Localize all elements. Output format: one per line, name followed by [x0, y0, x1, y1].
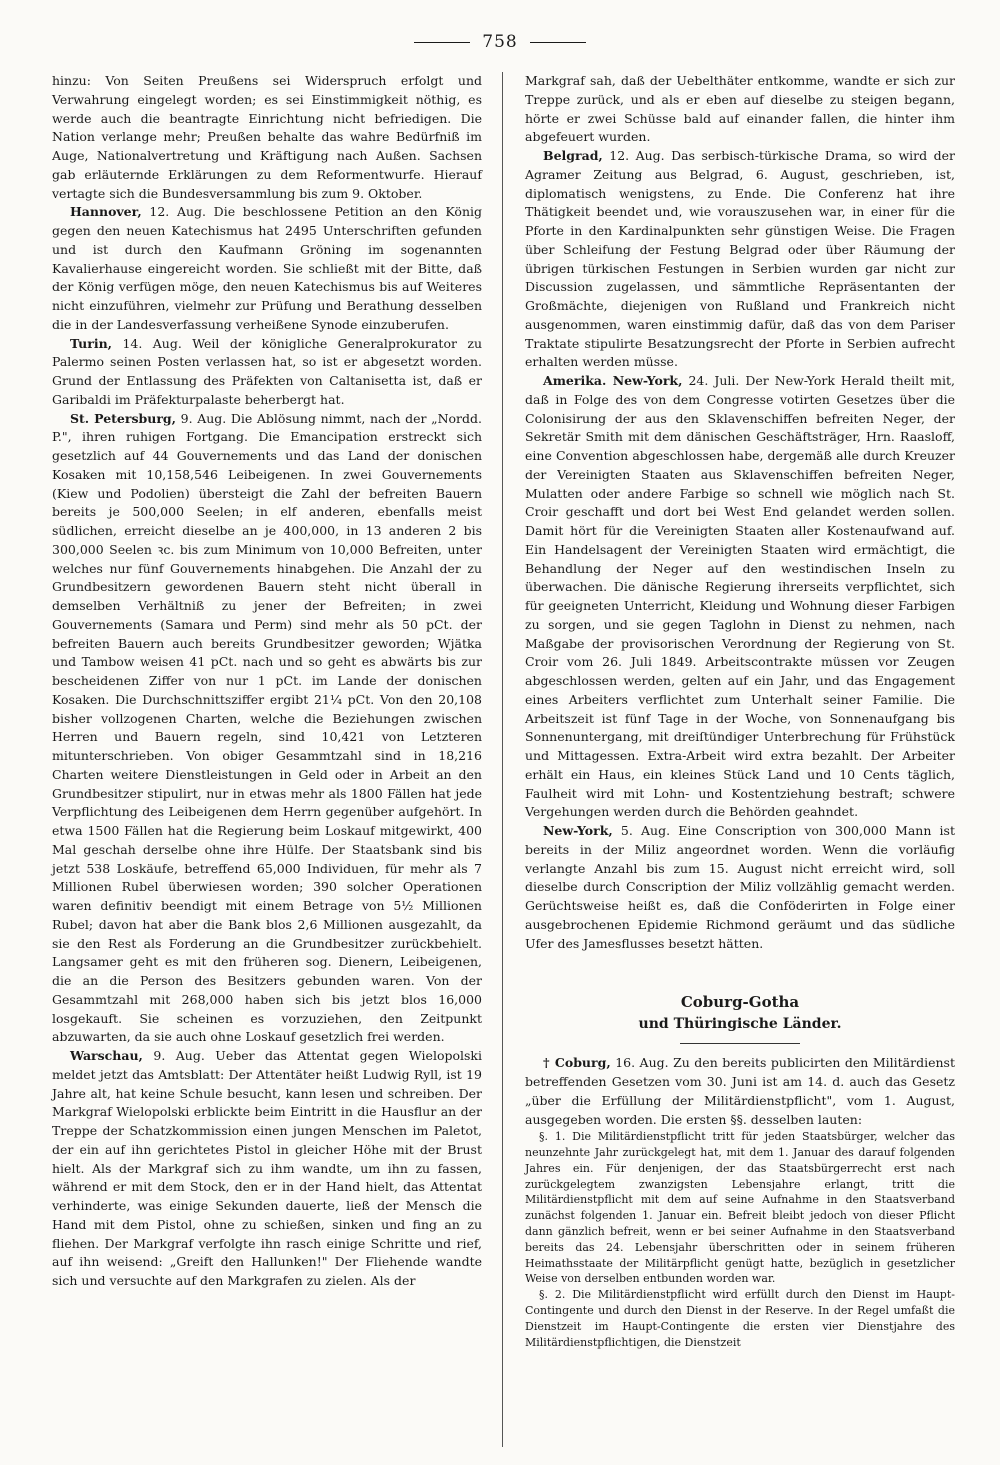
header-rule-left — [414, 42, 470, 43]
article-text: Markgraf sah, daß der Uebelthäter entkomme, wandte er sich zur Treppe zurück, und als er eben auf dieselbe zu steigen begann, hörte er zwei Schüsse bald auf einander fallen, die hinter ihm abgefeuert wurden. — [525, 73, 955, 145]
dateline: Warschau, — [70, 1048, 143, 1063]
law-paragraph: §. 1. Die Militärdienstpflicht tritt für jeden Staatsbürger, welcher das neunzehnte Jahr zurückgelegt hat, mit dem 1. Januar des darauf folgenden Jahres ein. Für denjenigen, der das Staatsbürgerrecht erst nach zurückgelegtem zwanzigsten Lebensjahre erlangt, tritt die Militärdienstpflicht mit dem auf seine Aufnahme in den Staatsverband zunächst folgenden 1. Januar ein. Befreit bleibt jedoch von dieser Pflicht dann gänzlich befreit, wenn er bei seiner Aufnahme in den Staatsverband bereits das 24. Lebensjahr überschritten oder in seinem früheren Heimathsstaate der Militärpflicht genügt hatte, bezüglich in gesetzlicher Weise von derselben entbunden worden war. — [525, 1130, 955, 1286]
article-text: 12. Aug. Das serbisch-türkische Drama, so wird der Agramer Zeitung aus Belgrad, 6. August, geschrieben, ist, diplomatisch wenigstens, zu Ende. Die Conferenz hat ihre Thätigkeit beendet und, wie vorauszusehen war, in einer für die Pforte in den Kardinalpunkten sehr günstigen Weise. Die Fragen über Schleifung der Festung Belgrad oder über Räumung der übrigen türkischen Festungen in Serbien wurden gar nicht zur Discussion zugelassen, und sämmtliche Repräsentanten der Großmächte, diejenigen von Rußland und Frankreich nicht ausgenommen, waren einstimmig dafür, daß das von dem Pariser Traktate stipulirte Besatzungsrecht der Pforte in Serbien aufrecht erhalten werden müsse. — [525, 148, 955, 370]
section-title: Coburg-Gotha — [680, 993, 800, 1012]
article-text: 9. Aug. Die Ablösung nimmt, nach der „Nordd. P.", ihren ruhigen Fortgang. Die Emancipation erstreckt sich gesetzlich auf 44 Gouvernements und das Land der donischen Kosaken mit 10,158,546 Leibeigenen. In zwei Gouvernements (Kiew und Podolien) übersteigt die Zahl der befreiten Bauern bereits je 500,000 Seelen; in elf anderen, ebenfalls meist südlichen, erreicht dieselbe an je 400,000, in 13 anderen 2 bis 300,000 Seelen ꝛc. bis zum Minimum von 10,000 Befreiten, unter welches nur fünf Gouvernements hinabgehen. Die Anzahl der zu Grundbesitzern gewordenen Bauern steht nicht überall in demselben Verhältniß zu jener der Befreiten; in zwei Gouvernements (Samara und Perm) sind mehr als 50 pCt. der befreiten Bauern auch bereits Grundbesitzer geworden; Wjätka und Tambow weisen 41 pCt. nach und so geht es abwärts bis zur bescheidenen Ziffer von nur 1 pCt. im Lande der donischen Kosaken. Die Durchschnittsziffer ergibt 21¼ pCt. Von den 20,108 bisher vollzogenen Charten, welche die Beziehungen zwischen Herren und Bauern regeln, sind 10,421 von Letzteren mitunterschrieben. Von obiger Gesammtzahl sind in 18,216 Charten weitere Dienstleistungen in Geld oder in Arbeit an den Grundbesitzer stipulirt, nur in etwas mehr als 1800 Fällen hat jede Verpflichtung des Leibeigenen dem Herrn gegenüber aufgehört. In etwa 1500 Fällen hat die Regierung beim Loskauf mitgewirkt, 400 Mal geschah derselbe ohne ihre Hülfe. Der Staatsbank sind bis jetzt 538 Loskäufe, betreffend 65,000 Individuen, für mehr als 7 Millionen Rubel überwiesen worden; 390 solcher Operationen waren definitiv beendigt mit einem Betrage von 5½ Millionen Rubel; davon hat aber die Bank blos 2,6 Millionen ausgezahlt, da sie den Rest als Forderung an die Grundbesitzer zurückbehielt. Langsamer geht es mit den früheren sog. Dienern, Leibeigenen, die an die Person des Besitzers gebunden waren. Von der Gesammtzahl mit 268,000 haben sich bis jetzt blos 16,000 losgekauft. Sie scheinen es vorzuziehen, den Zeitpunkt abzuwarten, da sie auch ohne Loskauf gesetzlich frei werden. — [52, 410, 482, 1045]
article-paragraph — [52, 72, 482, 203]
article-text: 12. Aug. Die beschlossene Petition an den König gegen den neuen Katechismus hat 2495 Unterschriften gefunden und ist durch den Kaufmann Gröning im sogenannten Kavalierhause eingereicht worden. Sie schließt mit der Bitte, daß der König verfügen möge, den neuen Katechismus bis auf Weiteres nicht einzuführen, vielmehr zur Prüfung und Berathung desselben die in der Landesverfassung verheißene Synode einzuberufen. — [52, 204, 483, 332]
dateline: New-York, — [543, 823, 613, 838]
article-paragraph — [52, 203, 482, 334]
dateline: St. Petersburg, — [70, 410, 177, 426]
article-paragraph — [525, 72, 955, 147]
article-paragraph — [525, 372, 955, 822]
dateline: Turin, — [70, 335, 113, 351]
left-column — [52, 72, 482, 1291]
article-paragraph — [52, 335, 482, 410]
article-text: 24. Juli. Der New-York Herald theilt mit, daß in Folge des von dem Congresse votirten Gesetzes über die Colonisirung der aus den Sklavenschiffen befreiten Neger, der Sekretär Smith mit dem dänischen Geschäftsträger, Hrn. Raasloff, eine Convention abgeschlossen habe, dergemäß alle durch Kreuzer der Vereinigten Staaten aus Sklavenschiffen befreiten Neger, Mulatten oder andere Farbige so schnell wie möglich nach St. Croir geschafft und dort bei West End gelandet werden sollen. Damit hört für die Vereinigten Staaten aller Kostenaufwand auf. Ein Handelsagent der Vereinigten Staaten wird ermächtigt, die Behandlung der Neger auf den westindischen Inseln zu überwachen. Die dänische Regierung ihrerseits verpflichtet, sich für geeigneten Unterricht, Kleidung und Wohnung dieser Farbigen zu sorgen, und sie gegen Taglohn in Dienst zu nehmen, nach Maßgabe der provisorischen Verordnung der Regierung von St. Croir vom 26. Juli 1849. Arbeitscontrakte müssen vor Zeugen abgeschlossen werden, gelten auf ein Jahr, und das Engagement eines Arbeiters verflichtet zum Unterhalt seiner Familie. Die Arbeitszeit ist fünf Tage in der Woche, von Sonnenaufgang bis Sonnenuntergang, mit dreiſtündiger Unterbrechung für Frühstück und Mittagessen. Extra-Arbeit wird extra bezahlt. Der Arbeiter erhält ein Haus, ein kleines Stück Land und 10 Cents täglich, Faulheit wird mit Lohn- und Kostentziehung bestraft; schwere Vergehungen werden durch die Behörden geahndet. — [525, 373, 955, 820]
dateline: Amerika. New-York, — [543, 373, 683, 388]
article-paragraph — [525, 822, 955, 953]
article-text: 9. Aug. Ueber das Attentat gegen Wielopolski meldet jetzt das Amtsblatt: Der Attentäter heißt Ludwig Ryll, ist 19 Jahre alt, hat keine Schule besucht, kann lesen und schreiben. Der Markgraf Wielopolski erblickte beim Eintritt in die Hausflur an der Treppe der Schatzkommission einen jungen Menschen im Paletot, der ein auf ihn gerichtetes Pistol in gleicher Höhe mit der Brust hielt. Als der Markgraf sich zu ihm wandte, um ihn zu fassen, während er mit dem Stock, den er in der Hand hielt, das Attentat verhinderte, was einige Sekunden dauerte, ließ der Mensch die Hand mit dem Pistol, ohne zu schießen, sinken und fing an zu fliehen. Der Markgraf verfolgte ihn rasch einige Schritte und rief, auf ihn weisend: „Greift den Hallunken!" Der Fliehende wandte sich und versuchte auf den Markgrafen zu zielen. Als der — [52, 1048, 482, 1288]
column-divider — [502, 72, 503, 1447]
dateline: Hannover, — [70, 204, 142, 220]
page-number: 758 — [482, 32, 518, 52]
law-paragraph: §. 2. Die Militärdienstpflicht wird erfüllt durch den Dienst im Haupt-Contingente und durch den Dienst in der Reserve. In der Regel umfaßt die Dienstzeit im Haupt-Contingente die ersten vier Dienstjahre des Militärdienstpflichtigen, die Dienstzeit — [525, 1288, 955, 1349]
dateline: Belgrad, — [543, 148, 603, 163]
right-column — [525, 72, 955, 1350]
header-rule-right — [530, 42, 586, 43]
article-paragraph — [52, 1047, 482, 1291]
article-text: 14. Aug. Weil der königliche Generalprokurator zu Palermo seinen Posten verlassen hat, so ist er abgesetzt worden. Grund der Entlassung des Präfekten von Caltanisetta ist, daß er Garibaldi im Präfekturpalaste beherbergt hat. — [52, 335, 482, 407]
section-rule — [680, 1043, 800, 1044]
article-text: 5. Aug. Eine Conscription von 300,000 Mann ist bereits in der Miliz angeordnet worden. Wenn die vorläufig verlangte Anzahl bis zum 15. August nicht erreicht wird, soll dieselbe durch Conscription der Miliz vollzählig gemacht werden. Gerüchtsweise heißt es, daß die Conföderirten in Folge einer ausgebrochenen Epidemie Richmond geräumt und das südliche Ufer des Jamesflusses besetzt hätten. — [525, 823, 955, 951]
article-paragraph — [525, 147, 955, 372]
dateline: † Coburg, — [543, 1055, 611, 1071]
section-subtitle: und Thüringische Länder. — [638, 1016, 842, 1033]
page-header — [0, 32, 1000, 52]
article-paragraph — [52, 410, 482, 1048]
section-heading — [525, 991, 955, 1035]
article-paragraph — [525, 1054, 955, 1129]
article-text: 16. Aug. Zu den bereits publicirten den Militärdienst betreffenden Gesetzen vom 30. Juni ist am 14. d. auch das Gesetz „über die Erfüllung der Militärdienstpflicht", vom 1. August, ausgegeben worden. Die ersten §§. desselben lauten: — [525, 1055, 955, 1127]
article-text: hinzu: Von Seiten Preußens sei Widerspruch erfolgt und Verwahrung eingelegt worden; es sei Einstimmigkeit nöthig, es werde auch die beantragte Einrichtung nicht befriedigen. Die Nation verlange mehr; Preußen behalte das wahre Bedürfniß im Auge, Nationalvertretung und Kräftigung nach Außen. Sachsen gab erläuternde Erklärungen zu dem Reformentwurfe. Hierauf vertagte sich die Bundesversammlung bis zum 9. Oktober. — [52, 73, 482, 201]
law-text — [525, 1129, 955, 1350]
